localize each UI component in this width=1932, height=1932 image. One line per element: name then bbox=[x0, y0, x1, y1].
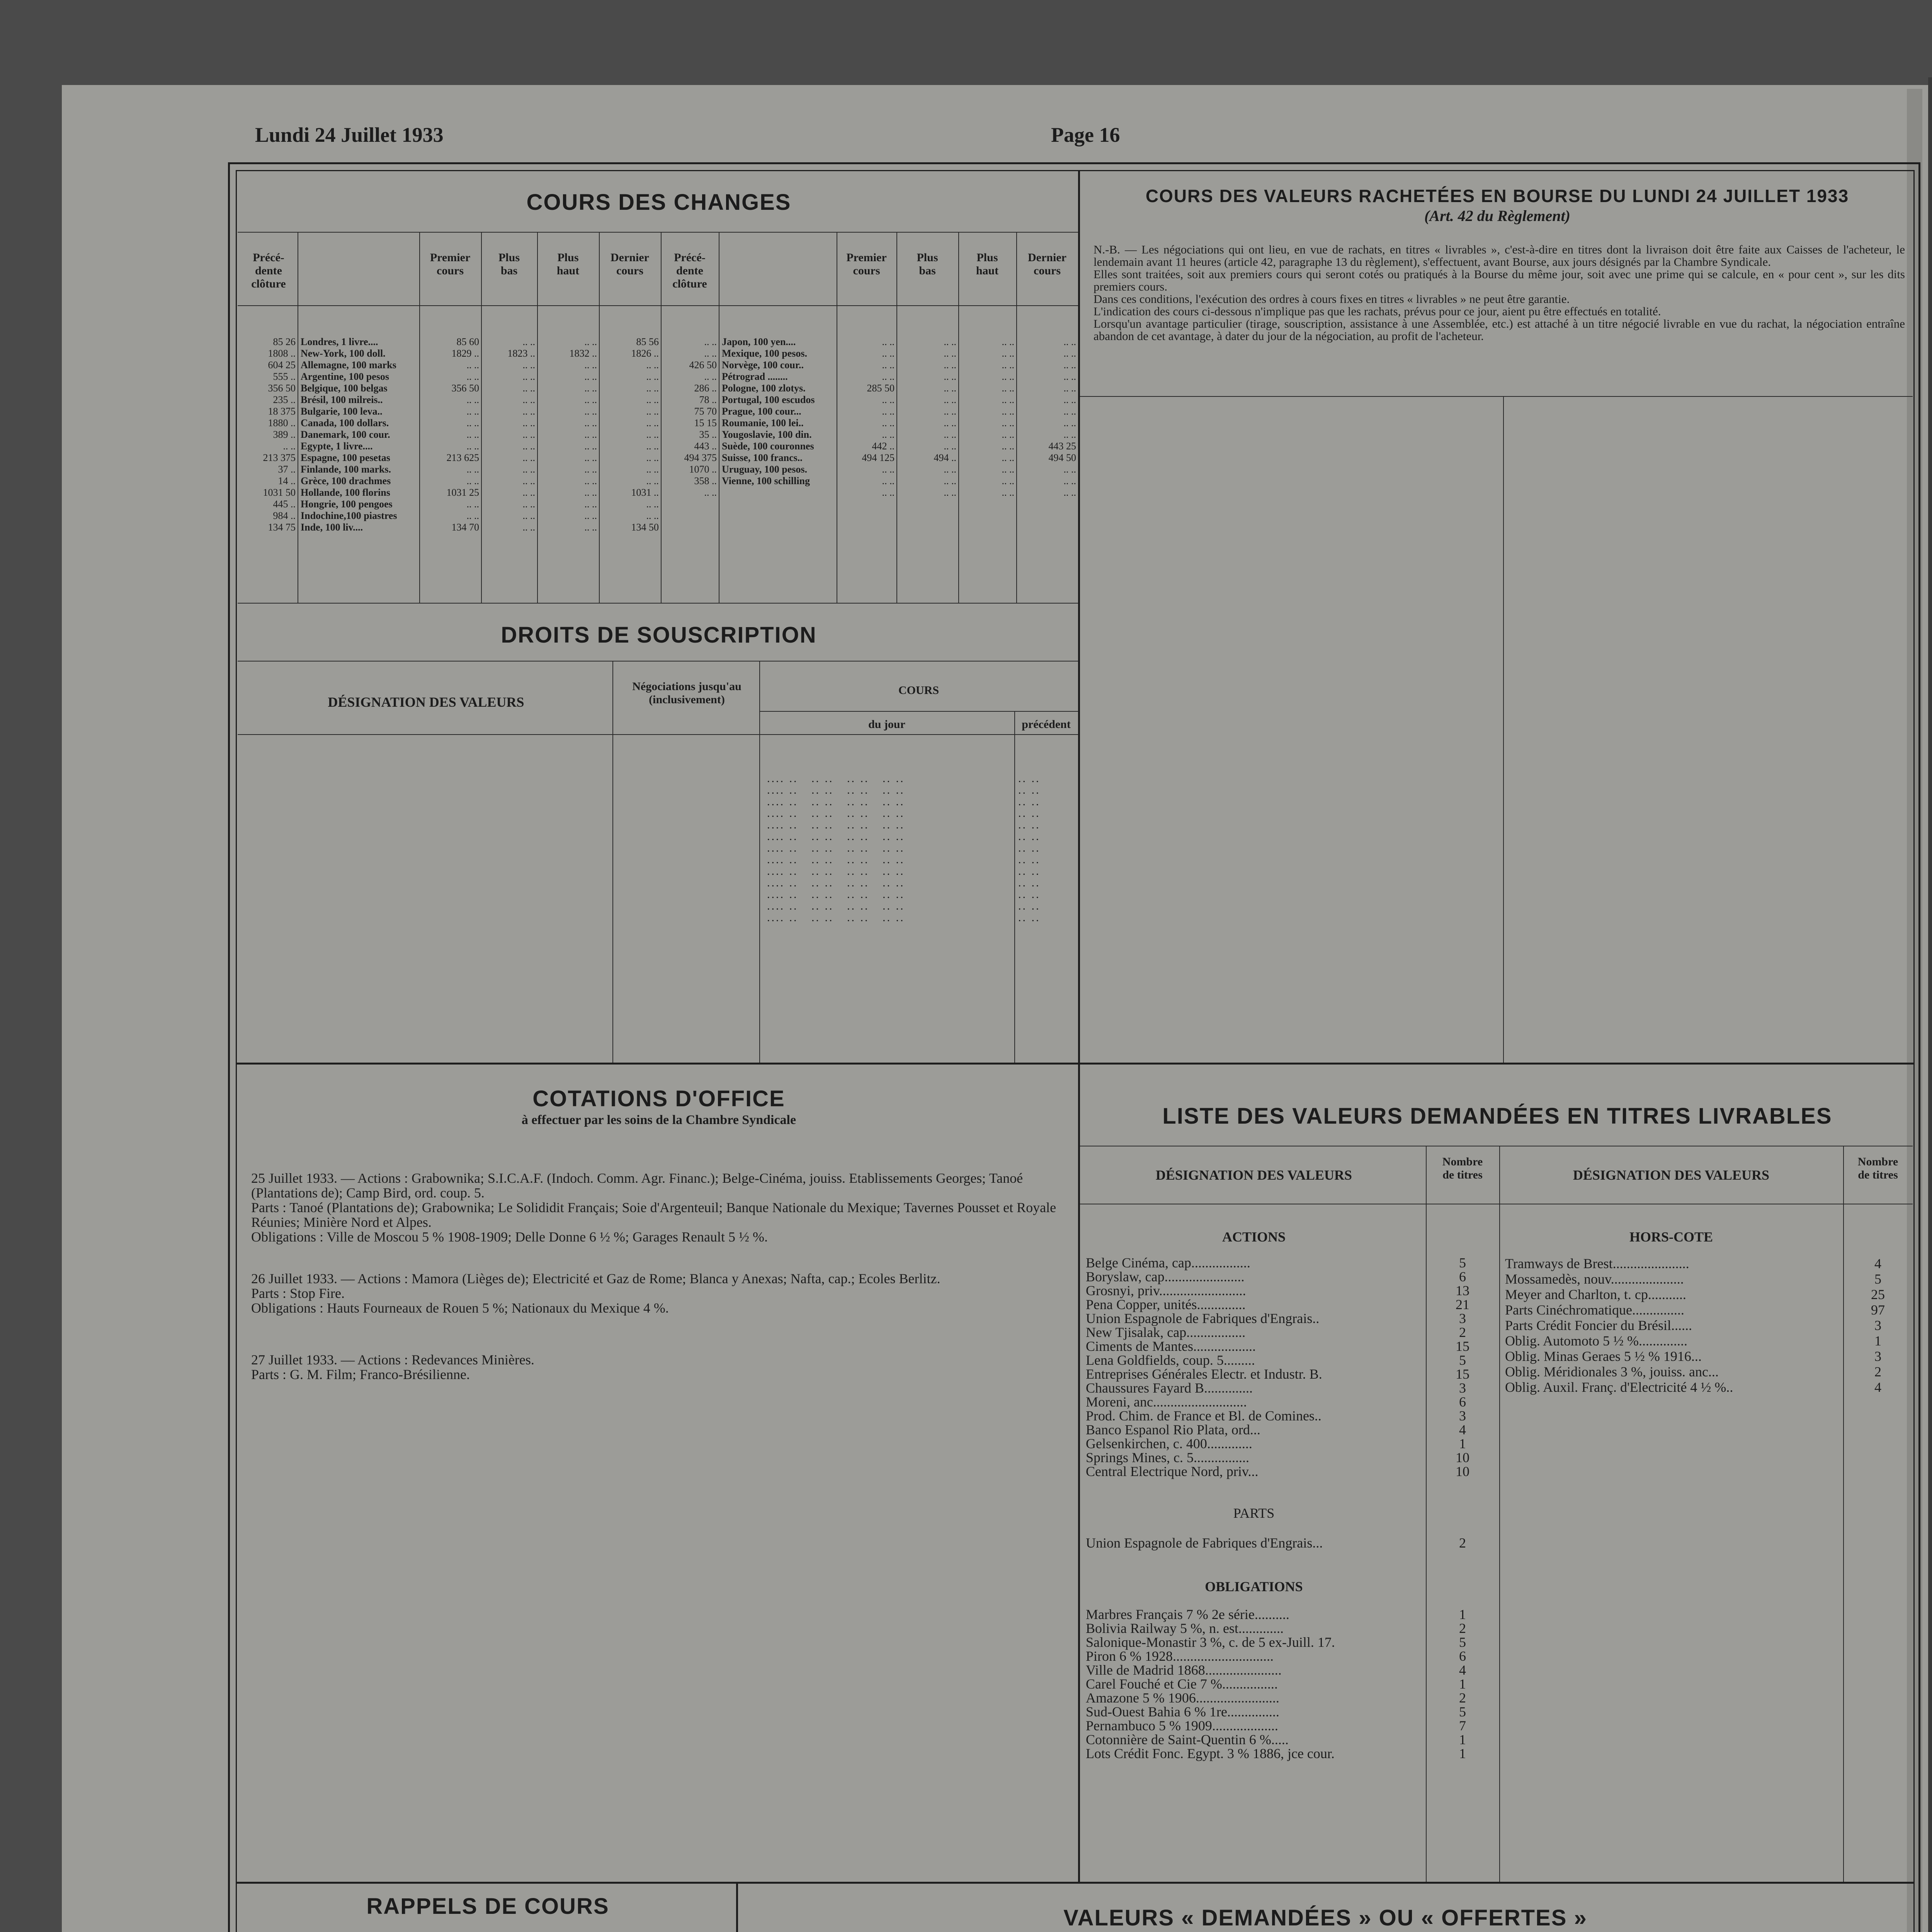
liste-h-nombre: Nombre de titres bbox=[1442, 1155, 1483, 1181]
rachetees-subtitle: (Art. 42 du Règlement) bbox=[1424, 207, 1570, 224]
office-p2: 26 Juillet 1933. — Actions : Mamora (Lièges de); Electricité et Gaz de Rome; Blanca y Anexas; Nafta, cap.; Ecoles Berlitz. Parts : Stop Fire. Obligations : Hauts Fourneaux de Rouen 5 %; Nationaux du Mexique 4 %. bbox=[251, 1271, 940, 1316]
sous-dots: .... .. .. .. .. .. .. .. .... .. .. .. .. .. .. .. .... .. .. .. .. .. .. .. .... .. .. .. .. .. .. .. .... .. .. .. .. .. .. .. .... .. .. .. .. .. .. .. .... .. .. .. .. .. .. .. .... .. .. .. .. .. .. .. .... .. .. .. .. .. .. .. .... .. .. .. .. .. .. .. .... .. .. .. .. .. .. .. .... .. .. .. .. .. .. .. .... .. .. .. .. .. .. .. bbox=[767, 772, 905, 924]
sous-h-dujour: du jour bbox=[868, 718, 905, 731]
liste-col bbox=[1499, 1146, 1500, 1882]
divider-h2 bbox=[236, 1882, 1915, 1884]
chg-h-prev2: Précé- dente clôture bbox=[672, 251, 707, 290]
liste-h-nombre2: Nombre de titres bbox=[1857, 1155, 1898, 1181]
chg-left-first: 85 60 1829 .. .. .. .. .. 356 50 .. .. .. .. .. .. .. .. .. .. 213 625 .. .. .. .. 1031 25 .. .. .. .. 134 70 bbox=[446, 336, 479, 533]
changes-top-rule bbox=[238, 232, 1078, 233]
sous-rule-head bbox=[238, 734, 1078, 735]
liste-h-obligations: OBLIGATIONS bbox=[1205, 1579, 1303, 1594]
rachetees-note: N.-B. — Les négociations qui ont lieu, en vue de rachats, en titres « livrables », c'est-à-dire en titres dont la livraison doit être faite aux Caisses de l'acheteur, le lendemain avant 11 heures (article 42, paragraphe 13 du règlement), s'effectuent, avant Bourse, aux jours désignés par la Chambre Syndicale. Elles sont traitées, soit aux premiers cours qui seront cotés ou pratiqués à la Bourse du même jour, soit avec une prime qui se calcule, en « pour cent », sur les dits premiers cours. Dans ces conditions, l'exécution des ordres à cours fixes en titres « livrables » ne peut être garantie. L'indication des cours ci-dessous n'implique pas que les rachats, prévus pour ce jour, aient pu être effectués en totalité. Lorsqu'un avantage particulier (tirage, souscription, assistance à une Assemblée, etc.) est attaché à un titre négocié livrable en vue du rachat, la négociation entraîne abandon de cet avantage, à dater du jour de la négociation, au profit de l'acheteur. bbox=[1094, 243, 1905, 343]
liste-hc-names: Tramways de Brest...................... Mossamedès, nouv..................... Meyer and Charlton, t. cp........... Parts Cinéchromatique............... Parts Crédit Foncier du Brésil...... Oblig. Automoto 5 ½ %.............. Oblig. Minas Geraes 5 ½ % 1916... Oblig. Méridionales 3 %, jouiss. anc... Oblig. Auxil. Franç. d'Electricité 4 ½ %.. bbox=[1505, 1256, 1733, 1395]
liste-hc-nums: 4 5 25 97 3 1 3 2 4 bbox=[1871, 1256, 1885, 1395]
liste-h-parts: PARTS bbox=[1233, 1505, 1275, 1521]
sous-dots-prev: .. .. .. .. .. .. .. .. .. .. .. .. .. .. .. .. .. .. .. .. .. .. .. .. .. .. bbox=[1018, 772, 1041, 924]
chg-col bbox=[1016, 232, 1017, 603]
liste-h-designation: DÉSIGNATION DES VALEURS bbox=[1155, 1167, 1352, 1183]
sous-rule-cours bbox=[759, 711, 1078, 712]
rappels-title: RAPPELS DE COURS bbox=[366, 1894, 609, 1919]
chg-col bbox=[537, 232, 538, 603]
chg-col bbox=[481, 232, 482, 603]
chg-right-prev: .. .. .. .. 426 50 .. .. 286 .. 78 .. 75 70 15 15 35 .. 443 .. 494 375 1070 .. 358 .. .. .. bbox=[684, 336, 717, 498]
office-title: COTATIONS D'OFFICE bbox=[532, 1086, 785, 1111]
rachetees-col bbox=[1503, 396, 1504, 1063]
divider-top bbox=[1078, 170, 1080, 1063]
chg-right-high: .. .. .. .. .. .. .. .. .. .. .. .. .. .. .. .. .. .. .. .. .. .. .. .. .. .. .. .. bbox=[1002, 336, 1014, 498]
chg-h-last: Dernier cours bbox=[611, 251, 649, 277]
chg-right-names: Japon, 100 yen.... Mexique, 100 pesos. Norvège, 100 cour.. Pétrograd ........ Pologne, 100 zlotys. Portugal, 100 escudos Prague, 100 cour... Roumanie, 100 lei.. Yougoslavie, 100 din. Suède, 100 couronnes Suisse, 100 francs.. Uruguay, 100 pesos. Vienne, 100 schilling bbox=[722, 336, 815, 486]
chg-left-low: .. .. 1823 .. .. .. .. .. .. .. .. .. .. .. .. .. .. .. .. .. .. .. .. .. .. .. .. .. .. .. .. .. .. .. bbox=[507, 336, 535, 533]
chg-h-prev: Précé- dente clôture bbox=[251, 251, 286, 290]
liste-actions-nums: 5 6 13 21 3 2 15 5 15 3 6 3 4 1 10 10 bbox=[1456, 1255, 1469, 1479]
liste-oblig-names: Marbres Français 7 % 2e série.......... Bolivia Railway 5 %, n. est............. Salonique-Monastir 3 %, c. de 5 ex-Juill. 17. Piron 6 % 1928............................. Ville de Madrid 1868...................... Carel Fouché et Cie 7 %................ Amazone 5 % 1906........................ Sud-Ouest Bahia 6 % 1re............... Pernambuco 5 % 1909................... Cotonnière de Saint-Quentin 6 %..... Lots Crédit Fonc. Egypt. 3 % 1886, jce cour. bbox=[1086, 1607, 1335, 1761]
changes-title: COURS DES CHANGES bbox=[526, 190, 791, 215]
sous-rule-top bbox=[238, 661, 1078, 662]
page-number: Page 16 bbox=[1051, 123, 1120, 146]
office-p3: 27 Juillet 1933. — Actions : Redevances Minières. Parts : G. M. Film; Franco-Brésilienne. bbox=[251, 1352, 534, 1382]
liste-parts-nums: 2 bbox=[1459, 1535, 1466, 1551]
chg-h-low: Plus bas bbox=[498, 251, 520, 277]
chg-left-last: 85 56 1826 .. .. .. .. .. .. .. .. .. .. .. .. .. .. .. .. .. .. .. .. .. .. .. 1031 .. .. .. .. .. 134 50 bbox=[631, 336, 659, 533]
sous-col bbox=[1014, 711, 1015, 1063]
chg-h-low2: Plus bas bbox=[917, 251, 938, 277]
office-p1: 25 Juillet 1933. — Actions : Grabownika; S.I.C.A.F. (Indoch. Comm. Agr. Financ.); Belge-Cinéma, jouiss. Etablissements Georges; Tanoé (Plantations de); Camp Bird, ord. coup. 5. Parts : Tanoé (Plantations de); Grabownika; Le Solididit Français; Soie d'Argenteuil; Banque Nationale du Mexique; Tavernes Pousset et Royale Réunies; Minière Nord et Alpes. Obligations : Ville de Moscou 5 % 1908-1909; Delle Donne 6 ½ %; Garages Renault 5 ½ %. bbox=[251, 1170, 1056, 1245]
changes-bottom-rule bbox=[238, 603, 1078, 604]
chg-right-last: .. .. .. .. .. .. .. .. .. .. .. .. .. .. .. .. .. .. 443 25 494 50 .. .. .. .. .. .. bbox=[1048, 336, 1076, 498]
liste-h-actions: ACTIONS bbox=[1222, 1229, 1286, 1245]
sous-h-precedent: précédent bbox=[1022, 718, 1071, 731]
office-subtitle: à effectuer par les soins de la Chambre Syndicale bbox=[521, 1113, 796, 1127]
chg-right-low: .. .. .. .. .. .. .. .. .. .. .. .. .. .. .. .. .. .. .. .. 494 .. .. .. .. .. .. .. bbox=[934, 336, 956, 498]
chg-left-prev: 85 26 1808 .. 604 25 555 .. 356 50 235 .. 18 375 1880 .. 389 .. .. .. 213 375 37 .. 14 .. 1031 50 445 .. 984 .. 134 75 bbox=[263, 336, 296, 533]
sous-h-negociations: Négociations jusqu'au (inclusivement) bbox=[632, 680, 742, 706]
liste-title: LISTE DES VALEURS DEMANDÉES EN TITRES LIVRABLES bbox=[1162, 1104, 1832, 1129]
rachetees-title: COURS DES VALEURS RACHETÉES EN BOURSE DU LUNDI 24 JUILLET 1933 bbox=[1145, 186, 1849, 206]
sous-h-cours: COURS bbox=[898, 684, 939, 697]
liste-parts-names: Union Espagnole de Fabriques d'Engrais... bbox=[1086, 1535, 1323, 1551]
chg-col bbox=[896, 232, 897, 603]
page-date: Lundi 24 Juillet 1933 bbox=[255, 123, 444, 146]
chg-col bbox=[419, 232, 420, 603]
chg-col bbox=[958, 232, 959, 603]
chg-h-last2: Dernier cours bbox=[1028, 251, 1066, 277]
liste-h-horscote: HORS-COTE bbox=[1629, 1229, 1713, 1245]
chg-left-names: Londres, 1 livre.... New-York, 100 doll. Allemagne, 100 marks Argentine, 100 pesos Belgique, 100 belgas Brésil, 100 milreis.. Bulgarie, 100 leva.. Canada, 100 dollars. Danemark, 100 cour. Egypte, 1 livre.... Espagne, 100 pesetas Finlande, 100 marks. Grèce, 100 drachmes Hollande, 100 florins Hongrie, 100 pengoes Indochine,100 piastres Inde, 100 liv.... bbox=[301, 336, 397, 533]
demandees-title: VALEURS « DEMANDÉES » OU « OFFERTES » bbox=[1063, 1905, 1587, 1930]
chg-h-high: Plus haut bbox=[556, 251, 580, 277]
divider-mid bbox=[1078, 1063, 1080, 1882]
chg-h-first2: Premier cours bbox=[846, 251, 887, 277]
chg-h-first: Premier cours bbox=[430, 251, 471, 277]
liste-h-designation2: DÉSIGNATION DES VALEURS bbox=[1573, 1167, 1770, 1183]
sous-h-designation: DÉSIGNATION DES VALEURS bbox=[328, 694, 524, 710]
chg-h-high2: Plus haut bbox=[976, 251, 999, 277]
chg-left-high: .. .. 1832 .. .. .. .. .. .. .. .. .. .. .. .. .. .. .. .. .. .. .. .. .. .. .. .. .. .. .. .. .. .. .. bbox=[569, 336, 597, 533]
divider-h1 bbox=[236, 1063, 1915, 1065]
rachetees-rule bbox=[1080, 396, 1913, 397]
chg-col bbox=[599, 232, 600, 603]
liste-oblig-nums: 1 2 5 6 4 1 2 5 7 1 1 bbox=[1459, 1607, 1466, 1761]
liste-actions-names: Belge Cinéma, cap................. Boryslaw, cap....................... Grosnyi, priv......................... Pena Copper, unités.............. Union Espagnole de Fabriques d'Engrais.. New Tjisalak, cap................. Ciments de Mantes.................. Lena Goldfields, coup. 5......... Entreprises Générales Electr. et Industr. B. Chaussures Fayard B.............. Moreni, anc........................... Prod. Chim. de France et Bl. de Comines.. Banco Espanol Rio Plata, ord... Gelsenkirchen, c. 400............. Springs Mines, c. 5................ Central Electrique Nord, priv... bbox=[1086, 1255, 1322, 1479]
sous-col bbox=[612, 661, 613, 1063]
souscription-title: DROITS DE SOUSCRIPTION bbox=[501, 622, 817, 648]
chg-right-first: .. .. .. .. .. .. .. .. 285 50 .. .. .. .. .. .. .. .. 442 .. 494 125 .. .. .. .. .. .. bbox=[862, 336, 895, 498]
changes-header-rule bbox=[238, 305, 1078, 306]
binding-edge bbox=[1928, 77, 1932, 1932]
